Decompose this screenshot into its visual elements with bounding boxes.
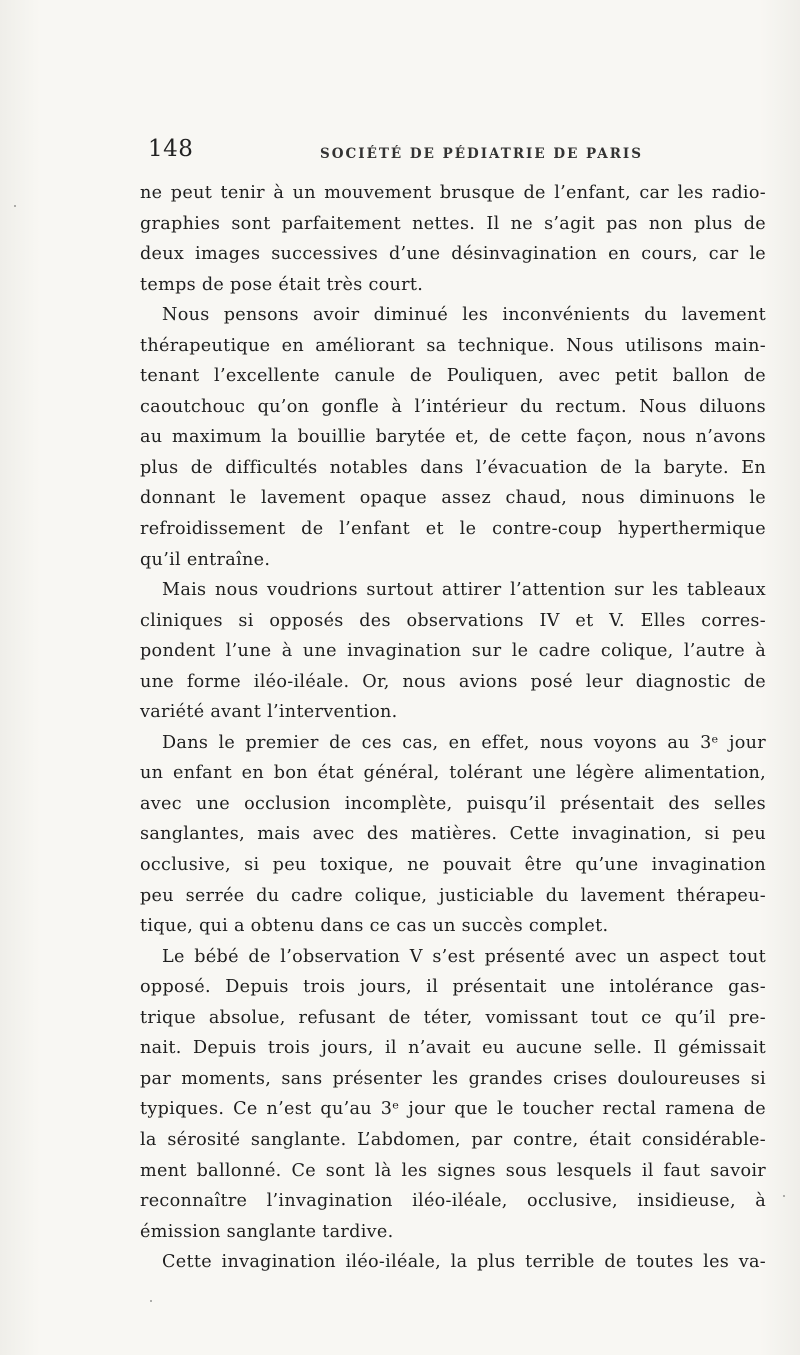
text-line: Nous pensons avoir diminué les inconvénients du lavement: [162, 305, 766, 326]
scan-speck: [783, 1195, 785, 1197]
page-header: [140, 136, 770, 176]
text-line: sanglantes, mais avec des matières. Cette invagination, si peu: [140, 824, 766, 845]
text-line: typiques. Ce n’est qu’au 3ᵉ jour que le toucher rectal ramena de: [140, 1099, 766, 1120]
text-line: tique, qui a obtenu dans ce cas un succès complet.: [140, 916, 609, 937]
text-line: trique absolue, refusant de téter, vomissant tout ce qu’il pre-: [140, 1007, 766, 1028]
text-line: la sérosité sanglante. L’abdomen, par contre, était considérable-: [140, 1129, 766, 1150]
text-line: opposé. Depuis trois jours, il présentait une intolérance gas-: [140, 977, 766, 998]
text-line: Cette invagination iléo-iléale, la plus terrible de toutes les va-: [162, 1252, 766, 1273]
text-line: par moments, sans présenter les grandes crises douloureuses si: [140, 1068, 766, 1089]
text-line: Dans le premier de ces cas, en effet, nous voyons au 3ᵉ jour: [162, 732, 766, 753]
text-line: deux images successives d’une désinvagination en cours, car le: [140, 244, 766, 265]
text-line: thérapeutique en améliorant sa technique. Nous utilisons main-: [140, 335, 766, 356]
text-line: pondent l’une à une invagination sur le cadre colique, l’autre à: [140, 641, 766, 662]
text-line: donnant le lavement opaque assez chaud, nous diminuons le: [140, 488, 766, 509]
text-line: plus de difficultés notables dans l’évacuation de la baryte. En: [140, 457, 766, 478]
text-line: Le bébé de l’observation V s’est présenté avec un aspect tout: [162, 946, 766, 967]
text-line: nait. Depuis trois jours, il n’avait eu aucune selle. Il gémissait: [140, 1038, 766, 1059]
text-line: ment ballonné. Ce sont là les signes sous lesquels il faut savoir: [140, 1160, 766, 1181]
text-line: ne peut tenir à un mouvement brusque de l’enfant, car les radio-: [140, 183, 766, 203]
scan-speck: [150, 1300, 152, 1302]
text-line: émission sanglante tardive.: [140, 1221, 394, 1242]
text-line: une forme iléo-iléale. Or, nous avions posé leur diagnostic de: [140, 671, 766, 692]
text-line: temps de pose était très court.: [140, 274, 424, 295]
text-line: au maximum la bouillie barytée et, de cette façon, nous n’avons: [140, 427, 766, 448]
text-line: peu serrée du cadre colique, justiciable du lavement thérapeu-: [140, 885, 766, 906]
text-line: tenant l’excellente canule de Pouliquen, avec petit ballon de: [140, 366, 766, 387]
text-line: occlusive, si peu toxique, ne pouvait être qu’une invagination: [140, 855, 766, 876]
text-line: avec une occlusion incomplète, puisqu’il présentait des selles: [140, 793, 766, 814]
text-line: qu’il entraîne.: [140, 549, 271, 570]
text-line: variété avant l’intervention.: [140, 702, 398, 723]
body-text: [140, 178, 766, 1278]
text-line: graphies sont parfaitement nettes. Il ne s’agit pas non plus de: [140, 213, 766, 234]
scan-speck: [14, 205, 16, 207]
text-line: caoutchouc qu’on gonfle à l’intérieur du rectum. Nous diluons: [140, 396, 766, 417]
text-line: un enfant en bon état général, tolérant une légère alimentation,: [140, 763, 766, 784]
text-line: cliniques si opposés des observations IV et V. Elles corres-: [140, 610, 766, 631]
text-line: refroidissement de l’enfant et le contre-coup hyperthermique: [140, 519, 766, 540]
text-line: reconnaître l’invagination iléo-iléale, occlusive, insidieuse, à: [140, 1191, 766, 1212]
text-line: Mais nous voudrions surtout attirer l’attention sur les tableaux: [162, 580, 766, 601]
running-title: SOCIÉTÉ DE PÉDIATRIE DE PARIS: [320, 146, 643, 162]
page-number: 148: [148, 136, 194, 162]
